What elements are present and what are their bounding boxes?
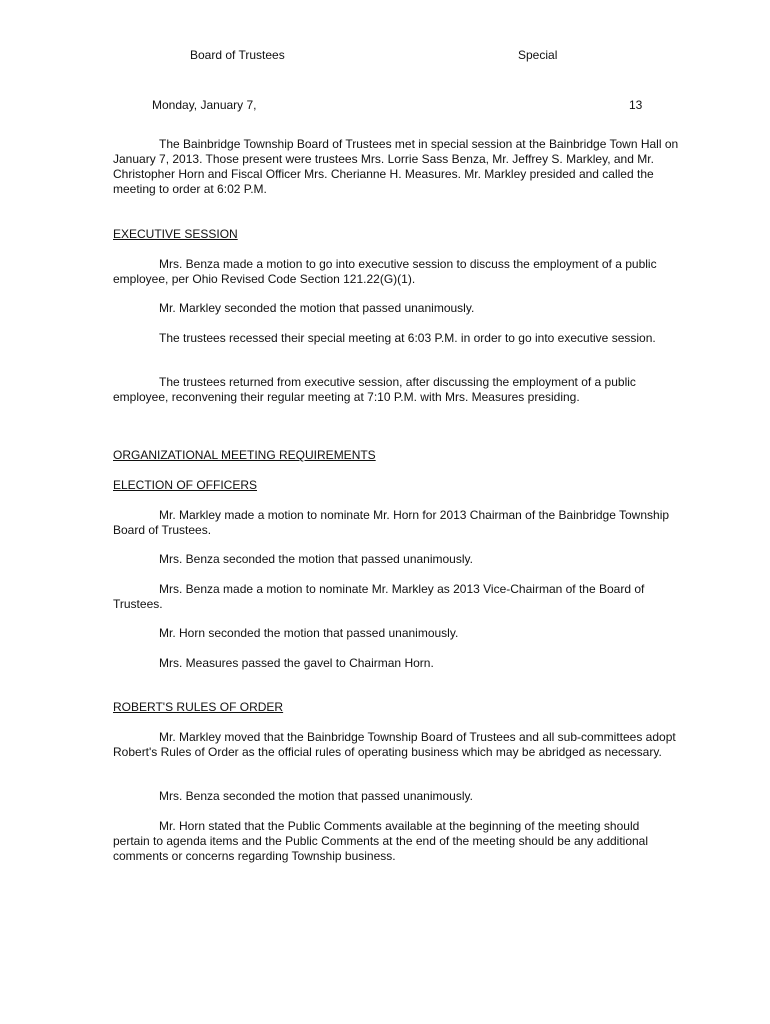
- intro-paragraph: The Bainbridge Township Board of Trustees met in special session at the Bainbridge Town Hall on January 7, 2013. Those present were trustees Mrs. Lorrie Sass Benza, Mr. Jeffrey S. Markley, and Mr. Christopher Horn and Fiscal Officer Mrs. Cherianne H. Measures. Mr. Markley presided and called the meeting to order at 6:02 P.M.: [113, 137, 679, 196]
- election-paragraph-3: Mrs. Benza made a motion to nominate Mr. Markley as 2013 Vice-Chairman of the Board of Trustees.: [113, 582, 645, 611]
- meeting-date: Monday, January 7,: [152, 98, 257, 112]
- election-paragraph-2: Mrs. Benza seconded the motion that passed unanimously.: [159, 552, 473, 566]
- executive-paragraph-4: The trustees returned from executive session, after discussing the employment of a public employee, reconvening their regular meeting at 7:10 P.M. with Mrs. Measures presiding.: [113, 375, 636, 404]
- election-paragraph-1: Mr. Markley made a motion to nominate Mr. Horn for 2013 Chairman of the Bainbridge Township Board of Trustees.: [113, 508, 670, 537]
- rules-paragraph-2: Mrs. Benza seconded the motion that passed unanimously.: [159, 789, 473, 803]
- header-board-of-trustees: Board of Trustees: [190, 48, 285, 62]
- executive-paragraph-2: Mr. Markley seconded the motion that passed unanimously.: [159, 301, 475, 315]
- executive-paragraph-1: Mrs. Benza made a motion to go into executive session to discuss the employment of a public employee, per Ohio Revised Code Section 121.22(G)(1).: [113, 257, 657, 286]
- election-paragraph-5: Mrs. Measures passed the gavel to Chairman Horn.: [159, 656, 434, 670]
- executive-paragraph-3: The trustees recessed their special meeting at 6:03 P.M. in order to go into executive session.: [159, 331, 656, 345]
- rules-paragraph-1: Mr. Markley moved that the Bainbridge Township Board of Trustees and all sub-committees adopt Robert's Rules of Order as the official rules of operating business which may be abridged as necessary.: [113, 730, 676, 759]
- section-heading-executive-session: EXECUTIVE SESSION: [113, 227, 238, 241]
- header-special: Special: [518, 48, 558, 62]
- section-heading-election-of-officers: ELECTION OF OFFICERS: [113, 478, 258, 492]
- election-paragraph-4: Mr. Horn seconded the motion that passed unanimously.: [159, 626, 459, 640]
- rules-paragraph-3: Mr. Horn stated that the Public Comments available at the beginning of the meeting should pertain to agenda items and the Public Comments at the end of the meeting should be any additional comments or concerns regarding Township business.: [113, 819, 649, 863]
- section-heading-organizational-meeting: ORGANIZATIONAL MEETING REQUIREMENTS: [113, 448, 376, 462]
- meeting-year: 13: [629, 98, 643, 112]
- section-heading-roberts-rules: ROBERT'S RULES OF ORDER: [113, 700, 284, 714]
